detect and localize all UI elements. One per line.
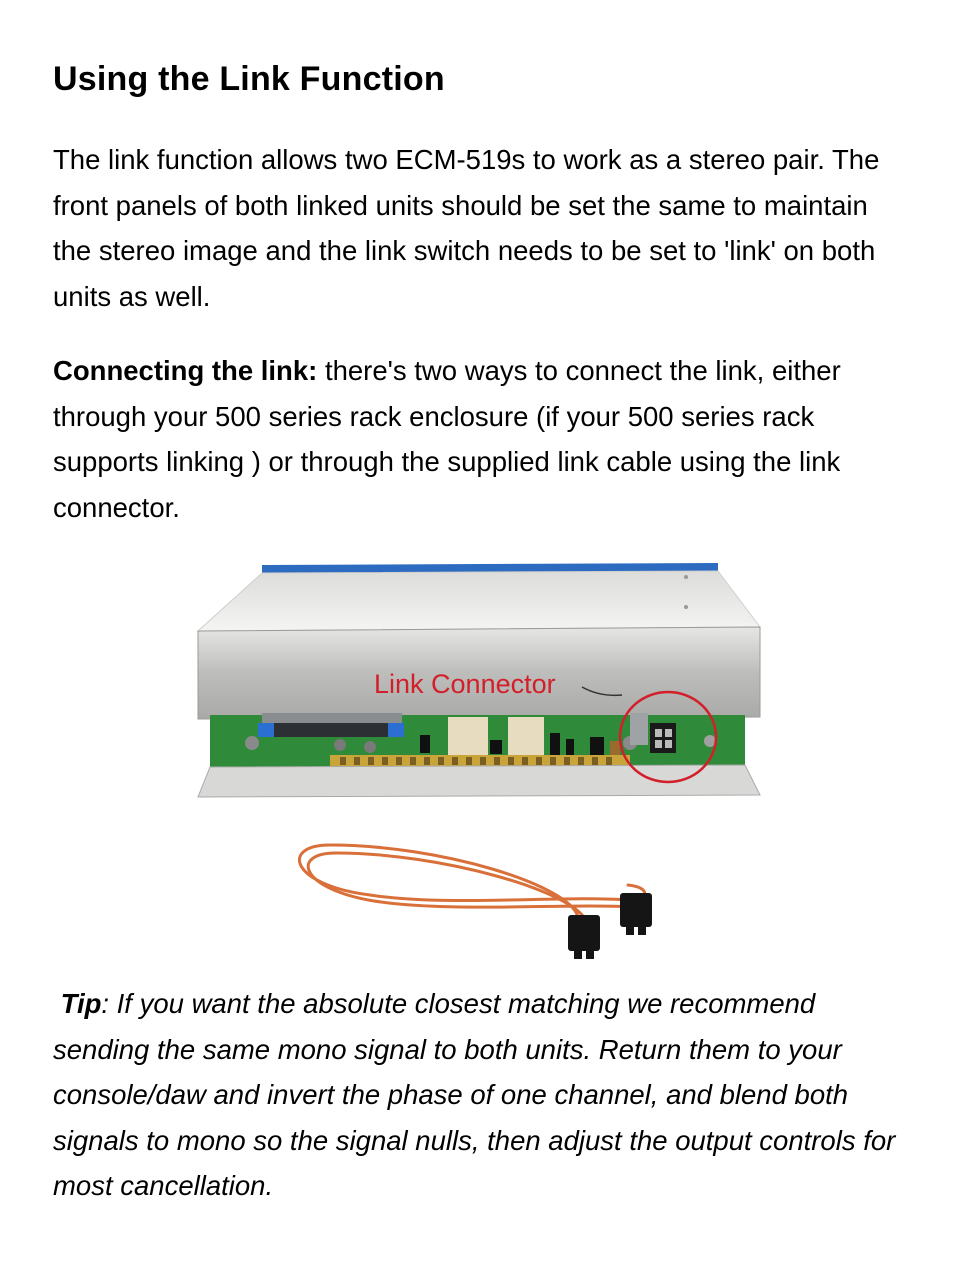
connecting-label: Connecting the link: bbox=[53, 355, 318, 386]
link-connector-label: Link Connector bbox=[374, 669, 556, 699]
connecting-text: there's two ways to connect the link, either through your 500 series rack enclosure (if your 500 series rack supports linking ) or through the supplied link cable using the link connector. bbox=[53, 355, 841, 523]
link-connector-figure bbox=[190, 555, 770, 975]
section-heading: Using the Link Function bbox=[53, 60, 445, 98]
intro-paragraph: The link function allows two ECM-519s to work as a stereo pair. The front panels of both linked units should be set the same to maintain the stereo image and the link switch needs to be set to 'link' on both units as well. bbox=[53, 144, 880, 312]
cable-plug-left bbox=[568, 915, 600, 959]
cable-plug-right bbox=[620, 893, 652, 935]
connecting-paragraph bbox=[53, 348, 913, 530]
module-and-cable-illustration bbox=[190, 555, 770, 975]
tip-text: : If you want the absolute closest matching we recommend sending the same mono signal to both units. Return them to your console/daw and invert the phase of one channel, and blend both signals to mono so the signal nulls, then adjust the output controls for most cancellation. bbox=[53, 988, 896, 1201]
link-cable bbox=[299, 845, 644, 921]
tip-paragraph bbox=[53, 981, 913, 1209]
link-connector-socket bbox=[650, 723, 676, 753]
tip-label: Tip bbox=[60, 988, 102, 1019]
chassis-lid bbox=[198, 571, 760, 631]
